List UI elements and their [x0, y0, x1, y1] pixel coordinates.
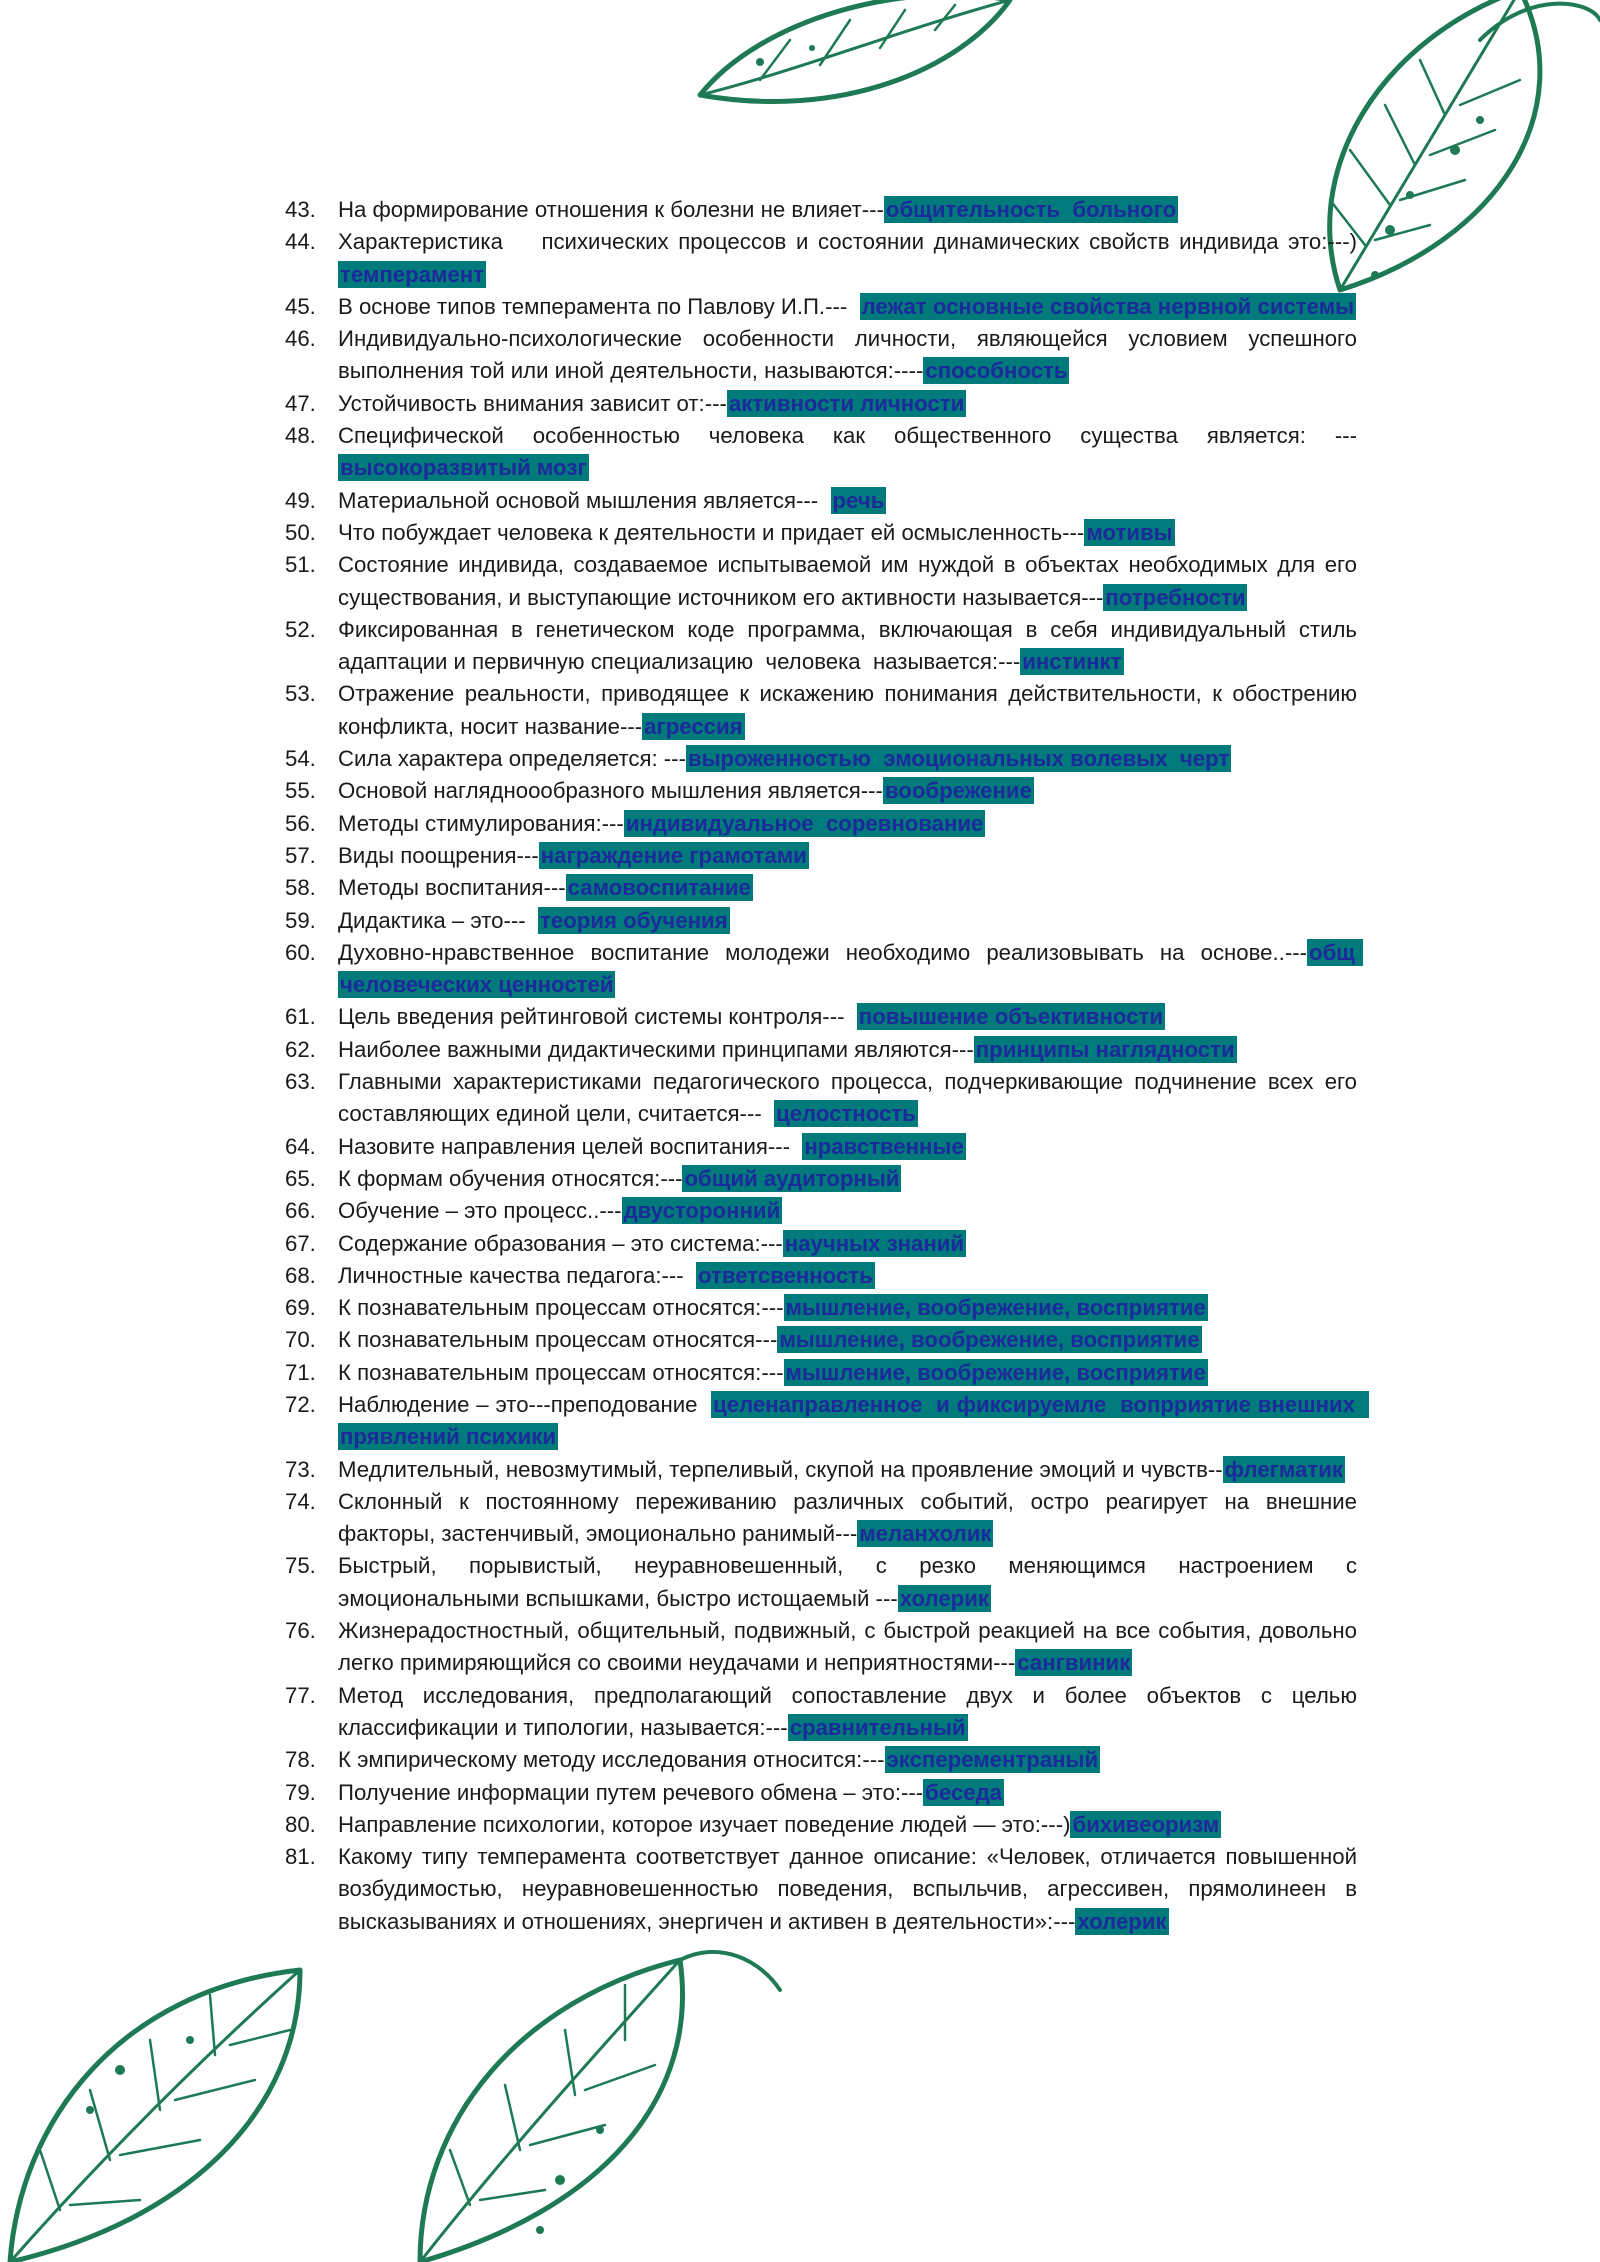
list-item: [285, 1292, 1357, 1324]
answer-highlight: самовоспитание: [567, 875, 751, 901]
question-text: Наиболее важными дидактическими принципами являются---: [338, 1036, 974, 1062]
question-text: Получение информации путем речевого обмена – это:---: [338, 1779, 924, 1805]
answer-highlight: эксперементраный: [886, 1747, 1099, 1773]
item-number: 55.: [285, 778, 316, 804]
list-item: [285, 614, 1364, 679]
answer-highlight: мышление, вообрежение, восприятие: [779, 1327, 1200, 1353]
question-text: Фиксированная в генетическом коде программа, включающая в себя индивидуальный стиль адаптации и первичную специализацию человека называется:---: [338, 616, 1364, 675]
question-text: Быстрый, порывистый, неуравновешенный, с резко меняющимся настроением с эмоциональными вспышками, быстро истощаемый ---: [338, 1553, 1364, 1611]
list-item: [285, 743, 1357, 775]
list-item: [285, 485, 1357, 517]
answer-highlight: научных знаний: [784, 1230, 965, 1256]
list-item: [285, 194, 1357, 226]
question-text: Какому типу темперамента соответствует данное описание: «Человек, отличается повышенной возбудимостью, неуравновешенностью поведения, вспыльчив, агрессивен, прямолинеен в высказываниях и отношениях, энергичен и активен в деятельности»:---: [338, 1844, 1364, 1934]
list-item: [285, 1131, 1357, 1163]
list-item: [285, 1034, 1357, 1066]
item-number: 62.: [285, 1036, 316, 1062]
answer-highlight: способность: [925, 358, 1068, 384]
question-text: Склонный к постоянному переживанию различных событий, остро реагирует на внешние факторы, застенчивый, эмоционально ранимый---: [338, 1488, 1364, 1547]
answer-highlight: общительность больного: [885, 197, 1177, 222]
answer-highlight: общий аудиторный: [684, 1165, 900, 1191]
question-text: Отражение реальности, приводящее к искажению понимания действительности, к обострению конфликта, носит название---: [338, 681, 1364, 739]
list-item: [285, 226, 1370, 291]
question-text: Характеристика психических процессов и состоянии динамических свойств индивида это:---): [338, 229, 1370, 255]
item-number: 45.: [285, 293, 316, 319]
list-item: [285, 1001, 1357, 1033]
question-text: На формирование отношения к болезни не влияет---: [338, 197, 884, 222]
question-text: Специфической особенностью человека как общественного существа является: ---: [338, 423, 1357, 449]
list-item: [285, 937, 1362, 1002]
leaf-icon: [10, 1970, 300, 2262]
question-text: Материальной основой мышления является---: [338, 487, 831, 513]
item-number: 72.: [285, 1391, 316, 1417]
list-item: [285, 1777, 1357, 1809]
answer-highlight: холерик: [899, 1585, 989, 1611]
item-number: 65.: [285, 1165, 316, 1191]
answer-highlight: бихивеоризм: [1072, 1811, 1220, 1837]
item-number: 59.: [285, 907, 316, 933]
list-item: [285, 1260, 1357, 1292]
item-number: 56.: [285, 810, 316, 836]
question-text: Духовно-нравственное воспитание молодежи необходимо реализовывать на основе..---: [338, 939, 1308, 965]
item-number: 49.: [285, 487, 316, 513]
item-number: 74.: [285, 1488, 316, 1514]
answer-highlight: флегматик: [1224, 1456, 1343, 1482]
answer-highlight: речь: [832, 487, 885, 513]
answer-highlight: высокоразвитый мозг: [340, 455, 587, 481]
question-text: Направление психологии, которое изучает поведение людей — это:---): [338, 1811, 1071, 1837]
answer-highlight: общ человеческих ценностей: [340, 939, 1362, 998]
question-text: К эмпирическому методу исследования относится:---: [338, 1747, 885, 1773]
item-number: 58.: [285, 875, 316, 901]
answer-highlight: агрессия: [644, 713, 743, 739]
answer-highlight: двусторонний: [623, 1198, 781, 1224]
list-item: [285, 1066, 1364, 1131]
answer-highlight: потребности: [1105, 584, 1246, 610]
question-list-container: [285, 194, 1370, 1938]
item-number: 69.: [285, 1295, 316, 1321]
question-text: Личностные качества педагога:---: [338, 1262, 697, 1288]
item-number: 76.: [285, 1618, 316, 1644]
item-number: 54.: [285, 746, 316, 772]
list-item: [285, 1357, 1357, 1389]
item-number: 63.: [285, 1069, 316, 1095]
question-text: Жизнерадостностный, общительный, подвижный, с быстрой реакцией на все события, довольно легко примиряющийся со своими неудачами и неприятностями---: [338, 1618, 1364, 1676]
answer-highlight: повышение объективности: [858, 1004, 1163, 1030]
question-text: Цель введения рейтинговой системы контроля---: [338, 1004, 857, 1030]
question-text: Обучение – это процесс..---: [338, 1198, 622, 1224]
list-item: [285, 1809, 1357, 1841]
question-text: К формам обучения относятся:---: [338, 1165, 683, 1191]
list-item: [285, 1744, 1357, 1776]
question-text: Состояние индивида, создаваемое испытываемой им нуждой в объектах необходимых для его существования, и выступающие источником его активности называется---: [338, 552, 1364, 610]
question-text: Назовите направления целей воспитания---: [338, 1133, 803, 1159]
list-item: [285, 1550, 1364, 1615]
question-text: Метод исследования, предполагающий сопоставление двух и более объектов с целью классификации и типологии, называется:---: [338, 1682, 1364, 1740]
question-text: Главными характеристиками педагогического процесса, подчеркивающие подчинение всех его составляющих единой цели, считается---: [338, 1069, 1364, 1127]
item-number: 47.: [285, 390, 316, 416]
list-item: [285, 323, 1364, 388]
question-text: Устойчивость внимания зависит от:---: [338, 390, 727, 416]
item-number: 64.: [285, 1133, 316, 1159]
item-number: 73.: [285, 1456, 316, 1482]
list-item: [285, 840, 1357, 872]
answer-highlight: инстинкт: [1022, 649, 1122, 675]
question-text: Сила характера определяется: ---: [338, 746, 686, 772]
answer-highlight: холерик: [1077, 1908, 1167, 1934]
answer-highlight: лежат основные свойства нервной системы: [861, 293, 1355, 319]
question-text: К познавательным процессам относятся---: [338, 1327, 778, 1353]
answer-highlight: беседа: [925, 1779, 1003, 1805]
question-text: Методы воспитания---: [338, 875, 566, 901]
item-number: 52.: [285, 616, 316, 642]
question-text: Содержание образования – это система:---: [338, 1230, 783, 1256]
list-item: [285, 1228, 1357, 1260]
question-list: [285, 194, 1370, 1938]
item-number: 48.: [285, 423, 316, 449]
item-number: 61.: [285, 1004, 316, 1030]
answer-highlight: мотивы: [1086, 519, 1173, 545]
item-number: 66.: [285, 1198, 316, 1224]
leaf-icon: [700, 0, 1010, 102]
question-text: К познавательным процессам относятся:---: [338, 1359, 784, 1385]
item-number: 77.: [285, 1682, 316, 1708]
list-item: [285, 808, 1357, 840]
list-item: [285, 1454, 1357, 1486]
answer-highlight: мышление, вообрежение, восприятие: [785, 1295, 1206, 1321]
answer-highlight: вообрежение: [884, 778, 1032, 804]
item-number: 68.: [285, 1262, 316, 1288]
item-number: 53.: [285, 681, 316, 707]
question-text: В основе типов темперамента по Павлову И.П.---: [338, 293, 860, 319]
list-item: [285, 1195, 1357, 1227]
question-text: Индивидуально-психологические особенности личности, являющейся условием успешного выполнения той или иной деятельности, называются:----: [338, 326, 1364, 384]
item-number: 50.: [285, 519, 316, 545]
answer-highlight: ответсвенность: [698, 1262, 873, 1288]
answer-highlight: темперамент: [340, 261, 484, 287]
item-number: 75.: [285, 1553, 316, 1579]
answer-highlight: сангвиник: [1017, 1650, 1131, 1676]
answer-highlight: принципы наглядности: [975, 1036, 1235, 1062]
list-item: [285, 388, 1357, 420]
item-number: 44.: [285, 229, 316, 255]
item-number: 81.: [285, 1844, 316, 1870]
list-item: [285, 1680, 1364, 1745]
leaf-icon: [420, 1952, 780, 2262]
list-item: [285, 1486, 1364, 1551]
answer-highlight: мышление, вообрежение, восприятие: [785, 1359, 1206, 1385]
list-item: [285, 1615, 1364, 1680]
answer-highlight: целостность: [776, 1101, 916, 1127]
list-item: [285, 1163, 1357, 1195]
list-item: [285, 1389, 1368, 1454]
item-number: 60.: [285, 939, 316, 965]
list-item: [285, 1841, 1364, 1938]
list-item: [285, 872, 1357, 904]
list-item: [285, 905, 1357, 937]
item-number: 67.: [285, 1230, 316, 1256]
list-item: [285, 678, 1364, 743]
list-item: [285, 420, 1357, 485]
question-text: Медлительный, невозмутимый, терпеливый, скупой на проявление эмоций и чувств--: [338, 1456, 1223, 1482]
question-text: Что побуждает человека к деятельности и придает ей осмысленность---: [338, 519, 1085, 545]
list-item: [285, 1324, 1357, 1356]
answer-highlight: меланхолик: [859, 1521, 992, 1547]
answer-highlight: целенаправленное и фиксируемле вопрриятие внешних прявлений психики: [340, 1391, 1368, 1450]
answer-highlight: сравнительный: [789, 1714, 966, 1740]
item-number: 71.: [285, 1359, 316, 1385]
question-text: Наблюдение – это---преподование: [338, 1391, 712, 1417]
item-number: 78.: [285, 1747, 316, 1773]
answer-highlight: нравственные: [804, 1133, 964, 1159]
item-number: 70.: [285, 1327, 316, 1353]
answer-highlight: индивидуальное соревнование: [625, 810, 984, 836]
item-number: 79.: [285, 1779, 316, 1805]
leaf-icon: [1330, 0, 1600, 290]
question-text: Виды поощрения---: [338, 842, 539, 868]
list-item: [285, 291, 1357, 323]
list-item: [285, 517, 1357, 549]
question-text: Дидактика – это---: [338, 907, 539, 933]
list-item: [285, 775, 1357, 807]
item-number: 51.: [285, 552, 316, 578]
item-number: 80.: [285, 1811, 316, 1837]
answer-highlight: награждение грамотами: [540, 842, 807, 868]
answer-highlight: теория обучения: [540, 907, 728, 933]
question-text: К познавательным процессам относятся:---: [338, 1295, 784, 1321]
item-number: 43.: [285, 197, 316, 222]
item-number: 57.: [285, 842, 316, 868]
answer-highlight: активности личности: [728, 390, 965, 416]
answer-highlight: выроженностью эмоциональных волевых черт: [687, 746, 1230, 772]
question-text: Методы стимулирования:---: [338, 810, 624, 836]
question-text: Основой наглядноообразного мышления является---: [338, 778, 883, 804]
item-number: 46.: [285, 326, 316, 352]
list-item: [285, 549, 1364, 614]
